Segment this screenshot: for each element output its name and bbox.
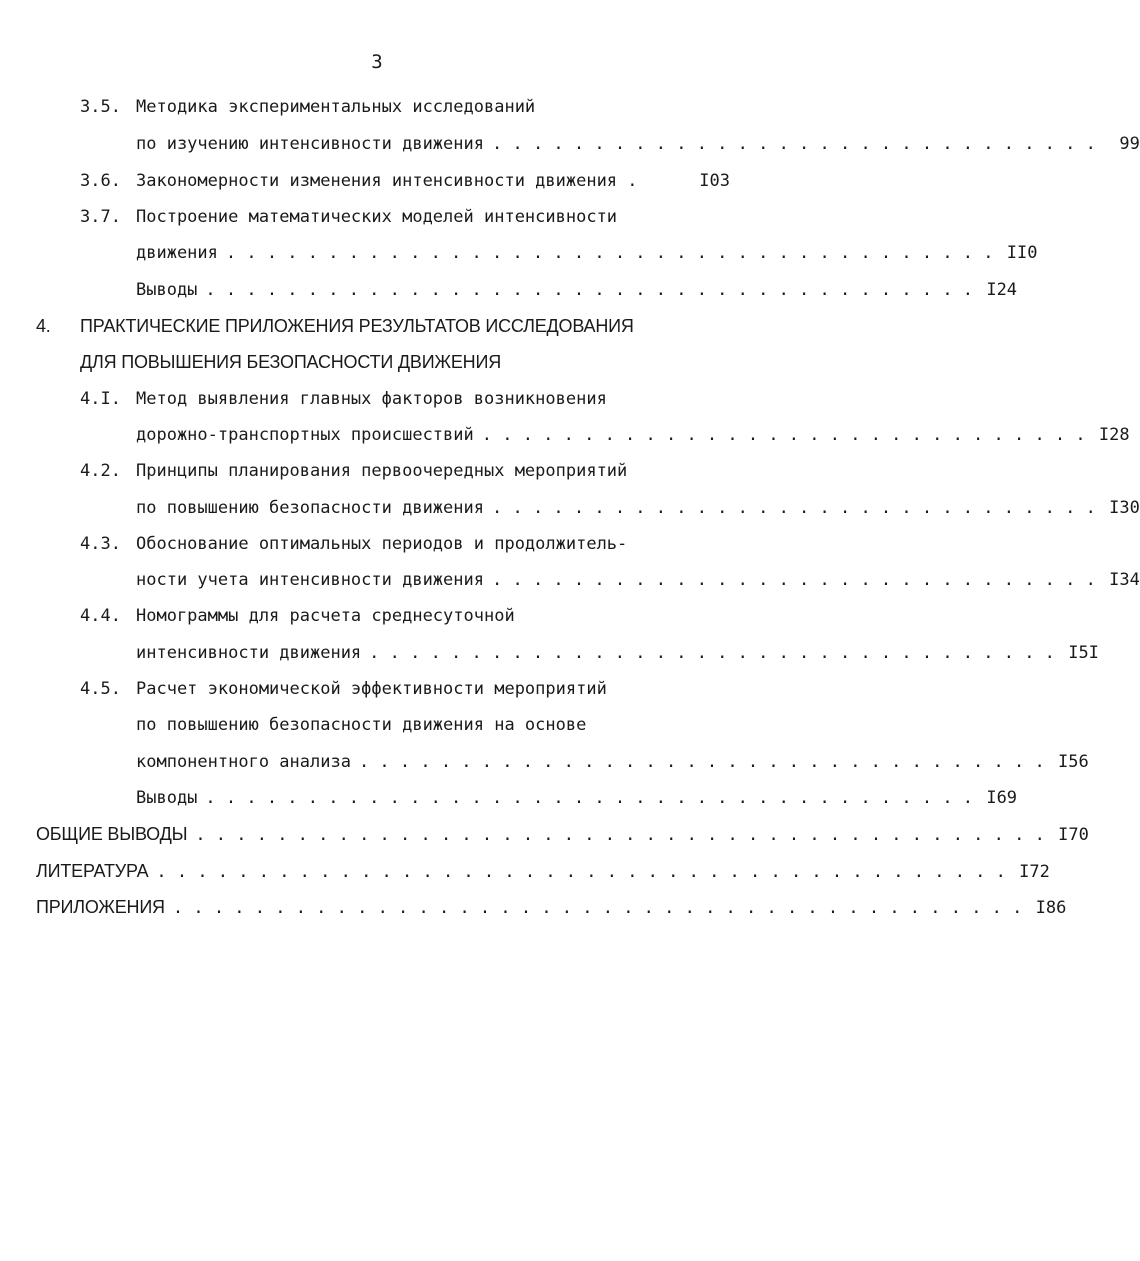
toc-entry-number: 4.5. [80, 679, 121, 699]
toc-entry-title: Закономерности изменения интенсивности движения . [136, 171, 638, 191]
toc-entry-title: компонентного анализа [136, 752, 351, 772]
toc-entry-page: I5I [1068, 643, 1099, 663]
toc-entry-number: 4.2. [80, 461, 121, 481]
toc-entry-conclusions-4 [136, 785, 1018, 811]
toc-entry-4-5-cont2 [136, 749, 1089, 775]
toc-chapter-4 [36, 313, 730, 339]
dot-leader: . . . . . . . . . . . . . . . . . . . . . . . . . . . . . . . . . . . . . . . . . . [172, 898, 1023, 918]
toc-entry-4-5 [80, 676, 730, 702]
toc-entry-title: по повышению безопасности движения [136, 498, 484, 518]
toc-entry-4-3 [80, 531, 730, 557]
toc-entry-page: I28 [1098, 425, 1130, 445]
toc-entry-number: 3.6. [80, 171, 121, 191]
toc-entry-number: 3.5. [80, 97, 121, 117]
dot-leader: . . . . . . . . . . . . . . . . . . . . . . . . . . . . . . . . . . . . . . . . . . [195, 825, 1045, 845]
toc-entry-page: I03 [699, 171, 730, 191]
toc-entry-title: ПРИЛОЖЕНИЯ [36, 897, 165, 917]
toc-entry-title: Выводы [136, 788, 198, 808]
dot-leader: . . . . . . . . . . . . . . . . . . . . . . . . . . . . . . [492, 134, 1096, 154]
toc-entry-title: Построение математических моделей интенсивности [136, 207, 618, 227]
toc-entry-3-7-cont [136, 240, 1038, 266]
toc-entry-page: I30 [1109, 498, 1140, 518]
toc-entry-title: Принципы планирования первоочередных мероприятий [136, 461, 628, 481]
toc-entry-page: 99 [1119, 134, 1140, 154]
toc-entry-title: Обоснование оптимальных периодов и продолжитель- [136, 534, 628, 554]
toc-entry-page: II0 [1006, 243, 1038, 263]
toc-entry-4-2-cont [136, 495, 1140, 521]
toc-entry-3-5-cont [136, 131, 1140, 157]
dot-leader: . . . . . . . . . . . . . . . . . . . . . . . . . . . . . . [492, 570, 1096, 590]
dot-leader: . . . . . . . . . . . . . . . . . . . . . . . . . . . . . . . . . . . . . . . . . . [156, 862, 1006, 882]
toc-entry-title: ЛИТЕРАТУРА [36, 861, 149, 881]
toc-entry-3-5 [80, 94, 730, 120]
page-number: 3 [371, 51, 383, 73]
toc-entry-3-7 [80, 204, 730, 230]
toc-entry-general-conclusions [36, 821, 1089, 847]
toc-entry-title: Метод выявления главных факторов возникновения [136, 389, 607, 409]
toc-entry-title: ОБЩИЕ ВЫВОДЫ [36, 824, 188, 844]
toc-entry-3-6 [80, 168, 730, 194]
toc-entry-title: дорожно-транспортных происшествий [136, 425, 474, 445]
toc-entry-conclusions-3 [136, 277, 1018, 303]
toc-entry-number: 4.4. [80, 606, 121, 626]
toc-entry-4-5-cont [136, 712, 730, 738]
dot-leader: . . . . . . . . . . . . . . . . . . . . . . . . . . . . . . . . . . [369, 643, 1055, 663]
toc-entry-page: I70 [1058, 825, 1089, 845]
toc-entry-number: 3.7. [80, 207, 121, 227]
toc-entry-appendices [36, 894, 1067, 920]
toc-entry-4-4-cont [136, 640, 1099, 666]
toc-entry-page: I72 [1019, 862, 1050, 882]
toc-entry-number: 4.I. [80, 389, 121, 409]
toc-entry-title: Номограммы для расчета среднесуточной [136, 606, 515, 626]
toc-entry-page: I86 [1035, 898, 1067, 918]
dot-leader: . . . . . . . . . . . . . . . . . . . . . . . . . . . . . . . . . . . . . . [205, 280, 974, 300]
toc-chapter-4-cont [80, 349, 730, 375]
dot-leader: . . . . . . . . . . . . . . . . . . . . . . . . . . . . . . . . . . . . . . [205, 788, 974, 808]
toc-entry-4-4 [80, 603, 730, 629]
toc-entry-title: ности учета интенсивности движения [136, 570, 484, 590]
toc-entry-page: I24 [986, 280, 1018, 300]
toc-entry-title: ДЛЯ ПОВЫШЕНИЯ БЕЗОПАСНОСТИ ДВИЖЕНИЯ [80, 352, 501, 372]
dot-leader: . . . . . . . . . . . . . . . . . . . . . . . . . . . . . . . . . . [358, 752, 1045, 772]
toc-entry-title: интенсивности движения [136, 643, 362, 663]
toc-entry-4-2 [80, 458, 730, 484]
toc-entry-number: 4. [36, 316, 51, 336]
toc-entry-title: ПРАКТИЧЕСКИЕ ПРИЛОЖЕНИЯ РЕЗУЛЬТАТОВ ИССЛЕДОВАНИЯ [80, 316, 634, 336]
toc-entry-4-1 [80, 386, 730, 412]
toc-entry-title: Методика экспериментальных исследований [136, 97, 536, 117]
toc-entry-title: по изучению интенсивности движения [136, 134, 484, 154]
toc-entry-page: I56 [1057, 752, 1089, 772]
toc-entry-page: I34 [1109, 570, 1140, 590]
toc-entry-4-3-cont [136, 567, 1140, 593]
dot-leader: . . . . . . . . . . . . . . . . . . . . . . . . . . . . . . [492, 498, 1096, 518]
toc-entry-page: I69 [986, 788, 1018, 808]
toc-entry-title: движения [136, 243, 218, 263]
dot-leader: . . . . . . . . . . . . . . . . . . . . . . . . . . . . . . [481, 425, 1086, 445]
toc-entry-4-1-cont [136, 422, 1130, 448]
toc-entry-literature [36, 858, 1050, 884]
toc-entry-title: по повышению безопасности движения на основе [136, 715, 587, 735]
toc-entry-title: Выводы [136, 280, 198, 300]
toc-entry-number: 4.3. [80, 534, 121, 554]
dot-leader: . . . . . . . . . . . . . . . . . . . . . . . . . . . . . . . . . . . . . . [225, 243, 994, 263]
toc-entry-title: Расчет экономической эффективности мероприятий [136, 679, 607, 699]
